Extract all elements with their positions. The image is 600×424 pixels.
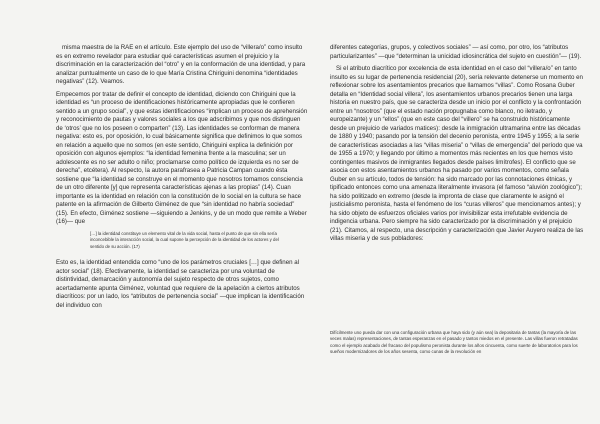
left-paragraph-1: misma maestra de la RAE en el artículo. Este ejemplo del uso de “villera/o” como insulto es en extremo revelador para estudiar qué características asumen el prejuicio y la discriminación en la caracterización del “otro” y en la conformación de una identidad, y para analizar puntualmente un caso de lo que María Cristina Chiriguini denomina “identidades negativas” (12). Veamos.	[56, 44, 306, 85]
footnote-quote: Difícilmente uno pueda dar con una configuración urbana que haya sido (y aún sea) la depositaria de tantas (la mayoría de las veces malas) representaciones, de tantas esperanzas en el pasado y tantos miedos en el presente. Las villas fueron retratadas como el ejemplo acabado del fracaso del populismo peronista durante los años cincuenta, como suerte de laboratorios para los sueños modernizadores de los años sesenta, como cunas de la revolución en	[330, 330, 578, 355]
left-paragraph-2: Empecemos por tratar de definir el concepto de identidad, diciendo con Chiriguini que la identidad es “un proceso de identificaciones históricamente apropiadas que le confieren sentido a un grupo social”, y que estas identificaciones “implican un proceso de aprehensión y reconocimiento de pautas y valores sociales a los que adscribimos y que nos distinguen de ‘otros’ que no los poseen o comparten” (13). Las identidades se conforman de manera negativa: esto es, por oposición, lo cual básicamente significa que definimos lo que somos en relación a aquello que no somos (en este sentido, Chiriguini explica la definición por oposición con algunos ejemplos: “la identidad femenina frente a la masculina; ser un adolescente es no ser adulto o niño; proclamarse como político de izquierda es no ser de derecha”, etcétera). Al respecto, la autora parafrasea a Patricia Campan cuando ésta sostiene que “la identidad se construye en el momento que nosotros tomamos consciencia de un otro diferente [y] que representa características ajenas a las propias” (14). Cuan importante es la identidad en relación con la constitución de lo social en la cultura se hace patente en la afirmación de Gilberto Giménez de que “sin identidad no habría sociedad” (15). En efecto, Giménez sostiene —siguiendo a Jenkins, y de un modo que remite a Weber (16)— que	[56, 90, 308, 225]
right-column	[330, 44, 585, 248]
right-paragraph-1: diferentes categorías, grupos, y colectivos sociales” — así como, por otro, los “atributos particularizantes” —que “determinan la unicidad idiosincrática del sujeto en cuestión”— (19).	[330, 44, 582, 60]
right-paragraph-2: Si el atributo diacrítico por excelencia de esta identidad en el caso del “villera/o” en tanto insulto es su lugar de pertenencia residencial (20), sería relevante detenerse un momento en reflexionar sobre los asentamientos precarios que llamamos “villas”. Como Rosana Guber detalla en “Identidad social villera”, los asentamientos urbanos precarios tienen una larga historia en nuestro país, que se caracteriza desde un inicio por el conflicto y la confrontación entre un “nosotros” (que el estado nación propugnaba como blanco, no iletrado, y europeizante) y un “ellos” (que en este caso del “villero” se ha construido históricamente desde un prejuicio de variados matices): desde la inmigración ultramarina entre las décadas de 1880 y 1940; pasando por la tensión del decenio peronista, entre 1945 y 1955; a la serie de características asociadas a las “villas miseria” o “villas de emergencia” del período que va de 1955 a 1970; y llegando por último a momentos más recientes en los que hemos visto contingentes masivos de inmigrantes llegados desde países limítrofes). El conflicto que se asocia con estos asentamientos urbanos ha pasado por varios momentos, como señala Guber en su artículo, todos de tensión: ha sido marcado por las connotaciones étnicas, y tipificado entonces como una amenaza literalmente invasora (el famoso “aluvión zoológico”); ha sido politizado en extremo (desde la impronta de clase que claramente le asignó el justicialismo peronista, hasta el fenómeno de los “curas villeros” que mencionamos antes); y ha sido objeto de esfuerzos oficiales varios por invisibilizar esta irrefutable evidencia de indigencia urbana. Pero siempre ha sido caracterizado por la discriminación y el prejuicio (21). Citamos, al respecto, una descripción y caracterización que Javier Auyero realiza de las villas miseria y de sus pobladores:	[330, 65, 584, 242]
left-paragraph-3: Esto es, la identidad entendida como “uno de los parámetros cruciales […] que definen al actor social” (18). Efectivamente, la identidad se caracteriza por una voluntad de distintividad, demarcación y autonomía del sujeto respecto de otros sujetos, como acertadamente apunta Giménez, voluntad que requiere de la apelación a ciertos atributos diacríticos: por un lado, los “atributos de pertenencia social” —que implican la identificación del individuo con	[56, 259, 305, 309]
left-column	[56, 44, 308, 314]
block-quote: […] la identidad constituye un elemento vital de la vida social, hasta el punto de que sin ella sería inconcebible la interacción social, la cual supone la percepción de la identidad de los actores y del sentido de su acción. (17)	[90, 230, 279, 249]
